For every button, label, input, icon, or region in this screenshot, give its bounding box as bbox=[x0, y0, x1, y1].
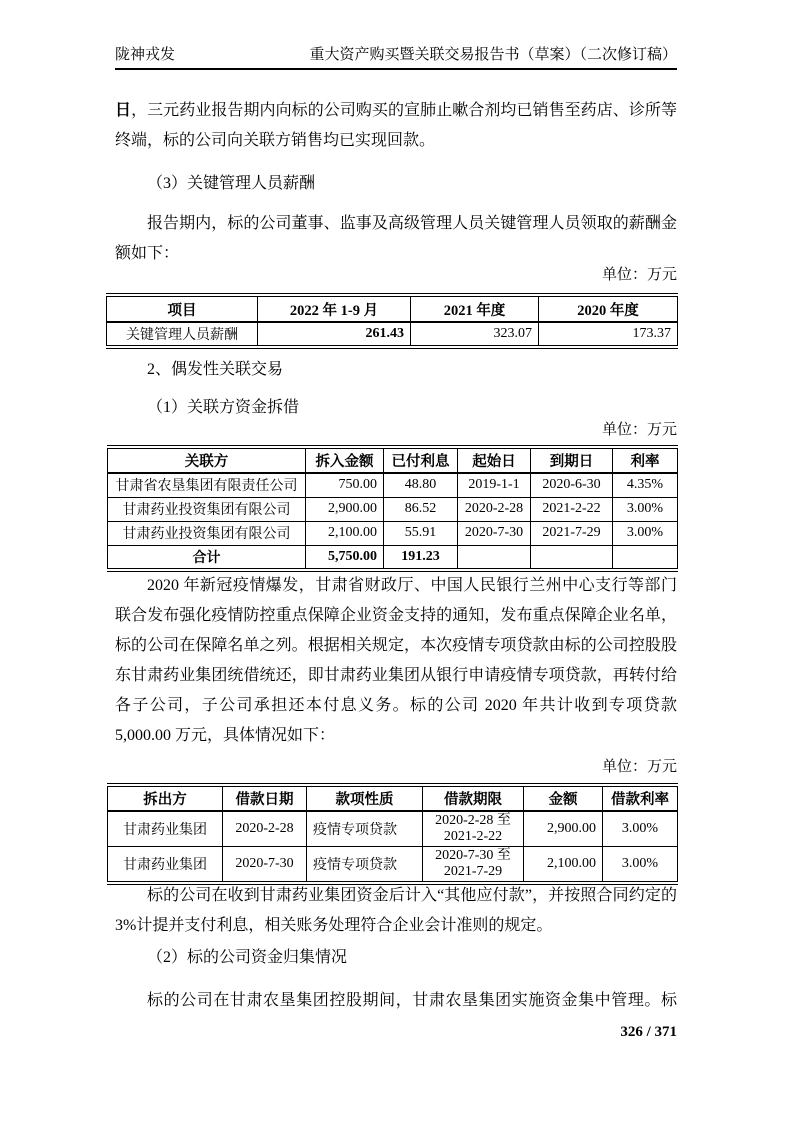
table-related-party-borrowing bbox=[107, 445, 678, 572]
table-special-loan-details bbox=[107, 783, 678, 885]
heading-key-management-compensation: （3）关键管理人员薪酬 bbox=[147, 175, 316, 192]
paragraph-accounting-treatment: 标的公司在收到甘肃药业集团资金后计入“其他应付款”，并按照合同约定的 3%计提并支付利息，相关账务处理符合企业会计准则的规定。 bbox=[115, 887, 677, 934]
column-header-nature: 款项性质 bbox=[307, 785, 423, 811]
unit-label-3: 单位：万元 bbox=[601, 759, 677, 775]
cell-nature: 疫情专项贷款 bbox=[307, 847, 423, 884]
cell-2020-value: 173.37 bbox=[539, 322, 678, 347]
column-header-2020: 2020 年度 bbox=[539, 295, 678, 322]
column-header-loan-date: 借款日期 bbox=[223, 785, 307, 811]
cell-rate: 3.00% bbox=[613, 497, 678, 521]
cell-interest-paid: 48.80 bbox=[384, 473, 458, 497]
cell-loan-rate: 3.00% bbox=[603, 811, 678, 847]
cell-nature: 疫情专项贷款 bbox=[307, 811, 423, 847]
cell-item: 关键管理人员薪酬 bbox=[107, 322, 258, 347]
cell-borrowed-amount: 2,100.00 bbox=[306, 521, 384, 545]
cell-interest-paid: 55.91 bbox=[384, 521, 458, 545]
unit-label-2: 单位：万元 bbox=[601, 422, 677, 438]
cell-loan-date: 2020-7-30 bbox=[223, 847, 307, 884]
cell-rate: 3.00% bbox=[613, 521, 678, 545]
column-header-2021: 2021 年度 bbox=[411, 295, 539, 322]
cell-loan-term: 2020-2-28 至 2021-2-22 bbox=[423, 811, 524, 847]
cell-total-label: 合计 bbox=[108, 545, 306, 570]
column-header-borrowed-amount: 拆入金额 bbox=[306, 447, 384, 473]
table-header-row bbox=[108, 785, 678, 811]
cell-lender: 甘肃药业集团 bbox=[108, 811, 223, 847]
cell-total-borrowed: 5,750.00 bbox=[306, 545, 384, 570]
paragraph-covid-loan: 2020 年新冠疫情爆发，甘肃省财政厅、中国人民银行兰州中心支行等部门联合发布强化疫情防控重点保障企业资金支持的通知，发布重点保障企业名单，标的公司在保障名单之列。根据相关规定，本次疫情专项贷款由标的公司控股股东甘肃药业集团统借统还，即甘肃药业集团从银行申请疫情专项贷款，再转付给各子公司，子公司承担还本付息义务。标的公司 2020 年共计收到专项贷款 5,000.00 万元，具体情况如下： bbox=[115, 577, 677, 744]
table-row bbox=[108, 847, 678, 884]
cell-lender: 甘肃药业集团 bbox=[108, 847, 223, 884]
unit-label-1: 单位：万元 bbox=[601, 267, 677, 283]
cell-amount: 2,900.00 bbox=[524, 811, 603, 847]
cell-2022-value: 261.43 bbox=[258, 322, 411, 347]
table-row bbox=[108, 811, 678, 847]
column-header-amount: 金额 bbox=[524, 785, 603, 811]
table-row bbox=[108, 521, 678, 545]
cell-loan-date: 2020-2-28 bbox=[223, 811, 307, 847]
cell-total-interest: 191.23 bbox=[384, 545, 458, 570]
page-number: 326 / 371 bbox=[620, 1024, 677, 1040]
table-row bbox=[108, 473, 678, 497]
cell-start-date: 2020-7-30 bbox=[458, 521, 531, 545]
column-header-loan-rate: 借款利率 bbox=[603, 785, 678, 811]
cell-interest-paid: 86.52 bbox=[384, 497, 458, 521]
column-header-2022: 2022 年 1-9 月 bbox=[258, 295, 411, 322]
cell-2021-value: 323.07 bbox=[411, 322, 539, 347]
column-header-due-date: 到期日 bbox=[531, 447, 613, 473]
table-header-row bbox=[108, 447, 678, 473]
heading-incidental-related-transactions: 2、偶发性关联交易 bbox=[147, 361, 284, 378]
table-row bbox=[107, 322, 678, 347]
header-rule bbox=[115, 68, 677, 70]
column-header-rate: 利率 bbox=[613, 447, 678, 473]
column-header-item: 项目 bbox=[107, 295, 258, 322]
column-header-lender: 拆出方 bbox=[108, 785, 223, 811]
table-total-row bbox=[108, 545, 678, 570]
cell-due-date: 2021-7-29 bbox=[531, 521, 613, 545]
cell-related-party: 甘肃药业投资集团有限公司 bbox=[108, 497, 306, 521]
page-header bbox=[115, 46, 677, 64]
cell-due-date: 2021-2-22 bbox=[531, 497, 613, 521]
cell-loan-rate: 3.00% bbox=[603, 847, 678, 884]
table-row bbox=[108, 497, 678, 521]
column-header-start-date: 起始日 bbox=[458, 447, 531, 473]
heading-related-party-borrowing: （1）关联方资金拆借 bbox=[147, 399, 300, 416]
table-key-management-compensation bbox=[106, 293, 678, 349]
cell-empty bbox=[613, 545, 678, 570]
paragraph-fund-pooling-intro: 标的公司在甘肃农垦集团控股期间，甘肃农垦集团实施资金集中管理。标 bbox=[147, 992, 677, 1009]
column-header-loan-term: 借款期限 bbox=[423, 785, 524, 811]
paragraph-sales-settlement: 日，三元药业报告期内向标的公司购买的宣肺止嗽合剂均已销售至药店、诊所等终端，标的公司向关联方销售均已实现回款。 bbox=[115, 102, 677, 149]
cell-due-date: 2020-6-30 bbox=[531, 473, 613, 497]
column-header-interest-paid: 已付利息 bbox=[384, 447, 458, 473]
header-company-name: 陇神戎发 bbox=[115, 47, 176, 63]
cell-empty bbox=[458, 545, 531, 570]
heading-fund-pooling: （2）标的公司资金归集情况 bbox=[147, 949, 348, 966]
cell-related-party: 甘肃省农垦集团有限责任公司 bbox=[108, 473, 306, 497]
cell-empty bbox=[531, 545, 613, 570]
cell-rate: 4.35% bbox=[613, 473, 678, 497]
header-document-title: 重大资产购买暨关联交易报告书（草案）（二次修订稿） bbox=[309, 47, 677, 63]
cell-related-party: 甘肃药业投资集团有限公司 bbox=[108, 521, 306, 545]
table-header-row bbox=[107, 295, 678, 322]
cell-start-date: 2020-2-28 bbox=[458, 497, 531, 521]
column-header-related-party: 关联方 bbox=[108, 447, 306, 473]
cell-borrowed-amount: 2,900.00 bbox=[306, 497, 384, 521]
cell-start-date: 2019-1-1 bbox=[458, 473, 531, 497]
cell-amount: 2,100.00 bbox=[524, 847, 603, 884]
paragraph-compensation-intro: 报告期内，标的公司董事、监事及高级管理人员关键管理人员领取的薪酬金额如下： bbox=[115, 215, 677, 262]
paragraph-lead-bold: 日 bbox=[115, 102, 132, 119]
cell-loan-term: 2020-7-30 至 2021-7-29 bbox=[423, 847, 524, 884]
cell-borrowed-amount: 750.00 bbox=[306, 473, 384, 497]
